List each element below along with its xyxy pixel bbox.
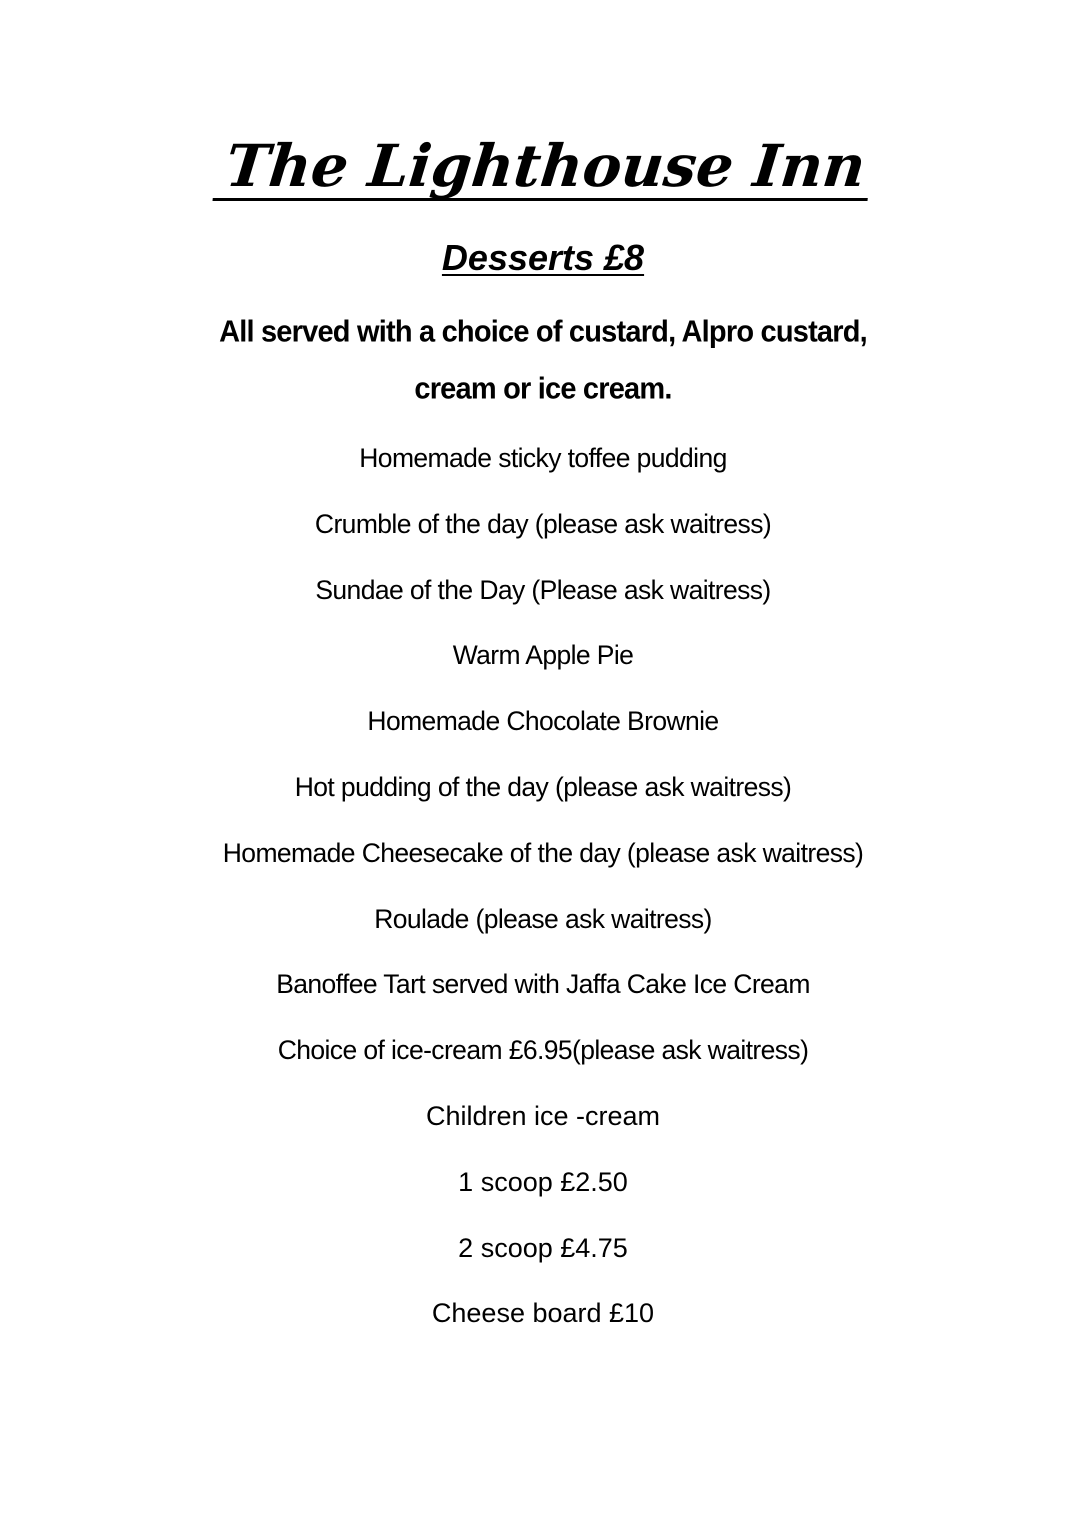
- menu-item: Homemade sticky toffee pudding: [359, 443, 727, 473]
- section-title-heading: [0, 236, 1086, 280]
- serving-note-line-2: cream or ice cream.: [414, 372, 672, 406]
- menu-item: Banoffee Tart served with Jaffa Cake Ice Cream: [276, 969, 810, 1000]
- menu-item: Cheese board £10: [431, 1298, 655, 1329]
- menu-item: Hot pudding of the day (please ask waitress): [294, 771, 792, 802]
- menu-item: Homemade Cheesecake of the day (please ask waitress): [222, 837, 864, 868]
- restaurant-name: The Lighthouse Inn: [212, 134, 874, 201]
- menu-item: Children ice -cream: [425, 1100, 661, 1131]
- dessert-list: [0, 441, 1086, 1362]
- menu-item: Crumble of the day (please ask waitress): [314, 508, 772, 539]
- menu-item: Sundae of the Day (Please ask waitress): [315, 574, 771, 605]
- menu-item: 1 scoop £2.50: [458, 1166, 628, 1197]
- menu-item: Homemade Chocolate Brownie: [367, 706, 719, 737]
- serving-note-line-1: All served with a choice of custard, Alpro custard,: [219, 315, 867, 349]
- menu-item: Roulade (please ask waitress): [374, 903, 712, 934]
- menu-item: 2 scoop £4.75: [458, 1232, 628, 1263]
- menu-item: Choice of ice-cream £6.95(please ask waitress): [277, 1035, 809, 1066]
- menu-item: Warm Apple Pie: [452, 640, 634, 671]
- restaurant-name-heading: [0, 128, 1086, 204]
- section-title: Desserts £8: [441, 237, 645, 278]
